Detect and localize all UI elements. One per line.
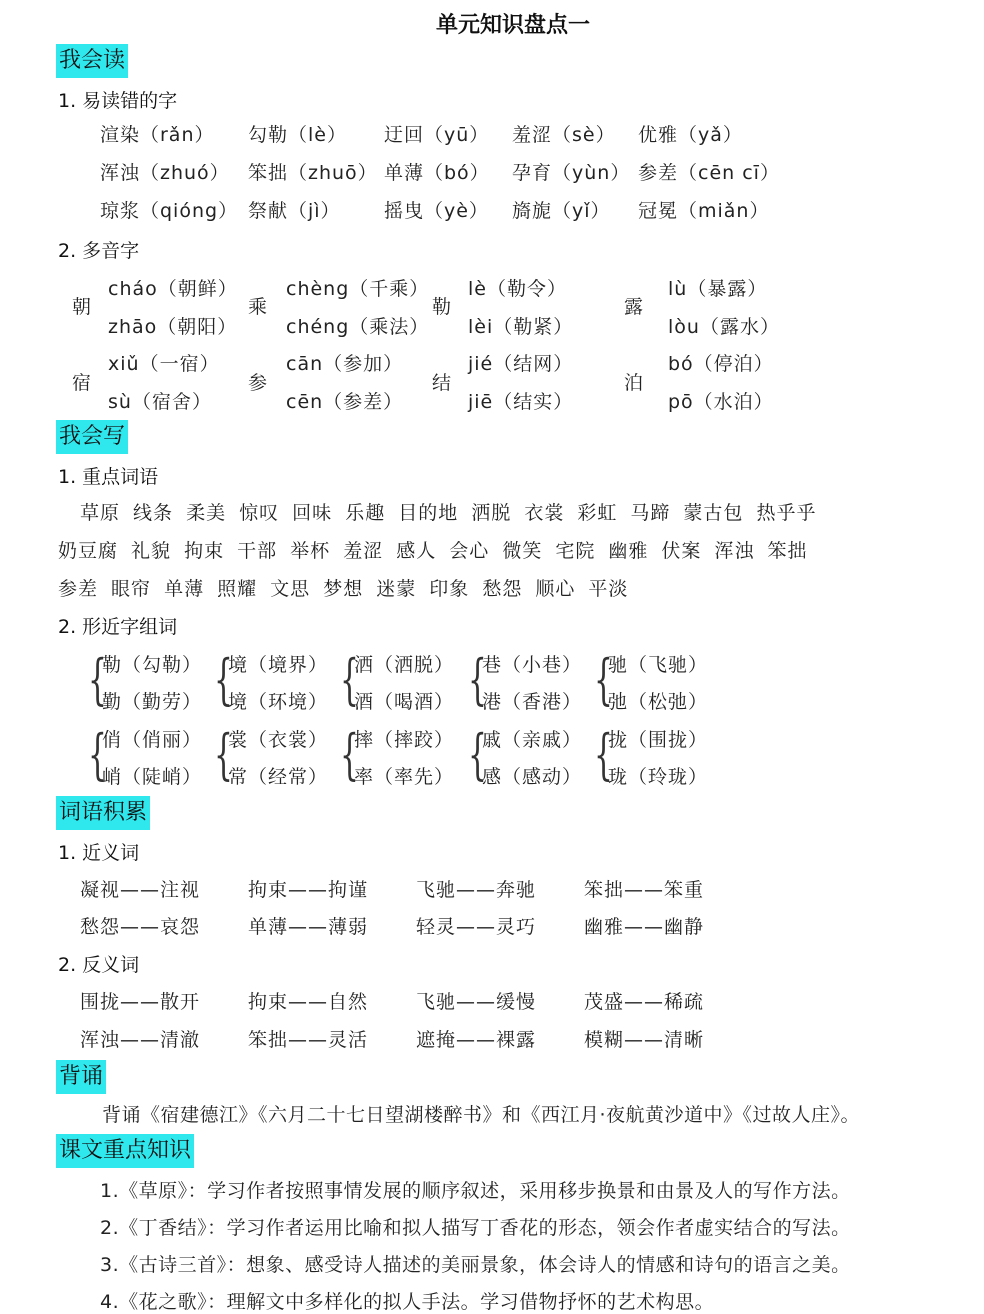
subheading-synonyms: 1. 近义词: [58, 842, 140, 864]
synonym-pair: 笨拙——笨重: [584, 879, 705, 901]
easy-word: 渲染（rǎn）: [100, 124, 215, 146]
easy-word: 摇曳（yè）: [384, 200, 489, 222]
easy-word: 笨拙（zhuō）: [248, 162, 378, 184]
poly-char: 结: [432, 372, 453, 394]
pair-word: 勒（勾勒）: [102, 654, 203, 676]
poly-reading: sù（宿舍）: [108, 391, 212, 413]
subheading-key-words: 1. 重点词语: [58, 466, 159, 488]
brace-icon: {: [214, 648, 233, 711]
subheading-polyphonic: 2. 多音字: [58, 240, 140, 262]
brace-icon: {: [214, 723, 233, 786]
section-heading-read: 我会读: [56, 44, 128, 78]
easy-word: 浑浊（zhuó）: [100, 162, 230, 184]
easy-word: 琼浆（qióng）: [100, 200, 239, 222]
easy-word: 单薄（bó）: [384, 162, 490, 184]
subheading-easy-misread: 1. 易读错的字: [58, 90, 178, 112]
easy-word: 勾勒（lè）: [248, 124, 347, 146]
poly-char: 露: [624, 296, 645, 318]
poly-reading: cháo（朝鲜）: [108, 278, 238, 300]
pair-word: 勤（勤劳）: [102, 691, 203, 713]
pair-word: 戚（亲戚）: [482, 729, 583, 751]
poly-reading: cēn（参差）: [286, 391, 404, 413]
brace-icon: {: [340, 723, 359, 786]
easy-word: 旖旎（yǐ）: [512, 200, 611, 222]
easy-word: 冠冕（miǎn）: [638, 200, 770, 222]
poly-reading: pō（水泊）: [668, 391, 774, 413]
poly-reading: jié（结网）: [468, 353, 574, 375]
pair-word: 洒（洒脱）: [354, 654, 455, 676]
synonym-pair: 愁怨——哀怨: [80, 916, 201, 938]
poly-reading: bó（停泊）: [668, 353, 774, 375]
pair-word: 境（环境）: [228, 691, 329, 713]
poly-reading: jiē（结实）: [468, 391, 574, 413]
pair-word: 率（率先）: [354, 766, 455, 788]
easy-word: 祭献（jì）: [248, 200, 341, 222]
poly-reading: cān（参加）: [286, 353, 404, 375]
pair-word: 拢（围拢）: [608, 729, 709, 751]
brace-icon: {: [88, 648, 107, 711]
poly-reading: chéng（乘法）: [286, 316, 430, 338]
pair-word: 弛（松弛）: [608, 691, 709, 713]
section-heading-write: 我会写: [56, 420, 128, 454]
key-knowledge-item: 2.《丁香结》：学习作者运用比喻和拟人描写丁香花的形态，领会作者虚实结合的写法。: [100, 1217, 851, 1239]
poly-char: 参: [248, 372, 269, 394]
key-knowledge-item: 3.《古诗三首》：想象、感受诗人描述的美丽景象，体会诗人的情感和诗句的语言之美。: [100, 1254, 851, 1276]
section-heading-words: 词语积累: [56, 796, 150, 830]
brace-icon: {: [340, 648, 359, 711]
easy-word: 参差（cēn cī）: [638, 162, 780, 184]
key-words-line: 参差 眼帘 单薄 照耀 文思 梦想 迷蒙 印象 愁怨 顺心 平淡: [58, 578, 629, 600]
section-heading-key-knowledge: 课文重点知识: [56, 1134, 194, 1168]
pair-word: 珑（玲珑）: [608, 766, 709, 788]
poly-reading: lè（勒令）: [468, 278, 567, 300]
key-words-line: 奶豆腐 礼貌 拘束 干部 举杯 羞涩 感人 会心 微笑 宅院 幽雅 伏案 浑浊 笨拙: [58, 540, 808, 562]
brace-icon: {: [468, 723, 487, 786]
subheading-antonyms: 2. 反义词: [58, 954, 140, 976]
antonym-pair: 浑浊——清澈: [80, 1029, 201, 1051]
antonym-pair: 飞驰——缓慢: [416, 991, 537, 1013]
poly-char: 宿: [72, 372, 93, 394]
poly-reading: chèng（千乘）: [286, 278, 430, 300]
pair-word: 俏（俏丽）: [102, 729, 203, 751]
antonym-pair: 笨拙——灵活: [248, 1029, 369, 1051]
antonym-pair: 茂盛——稀疏: [584, 991, 705, 1013]
subheading-similar-chars: 2. 形近字组词: [58, 616, 178, 638]
synonym-pair: 轻灵——灵巧: [416, 916, 537, 938]
key-knowledge-item: 1.《草原》：学习作者按照事情发展的顺序叙述，采用移步换景和由景及人的写作方法。: [100, 1180, 851, 1202]
pair-word: 常（经常）: [228, 766, 329, 788]
easy-word: 羞涩（sè）: [512, 124, 616, 146]
pair-word: 感（感动）: [482, 766, 583, 788]
antonym-pair: 拘束——自然: [248, 991, 369, 1013]
poly-char: 朝: [72, 296, 93, 318]
poly-char: 勒: [432, 296, 453, 318]
antonym-pair: 遮掩——裸露: [416, 1029, 537, 1051]
key-knowledge-item: 4.《花之歌》：理解文中多样化的拟人手法。学习借物抒怀的艺术构思。: [100, 1291, 715, 1313]
antonym-pair: 围拢——散开: [80, 991, 201, 1013]
brace-icon: {: [594, 723, 613, 786]
pair-word: 裳（衣裳）: [228, 729, 329, 751]
synonym-pair: 凝视——注视: [80, 879, 201, 901]
poly-char: 乘: [248, 296, 269, 318]
synonym-pair: 拘束——拘谨: [248, 879, 369, 901]
pair-word: 酒（喝酒）: [354, 691, 455, 713]
easy-word: 迂回（yū）: [384, 124, 490, 146]
brace-icon: {: [468, 648, 487, 711]
easy-word: 优雅（yǎ）: [638, 124, 743, 146]
synonym-pair: 幽雅——幽静: [584, 916, 705, 938]
poly-reading: lòu（露水）: [668, 316, 780, 338]
poly-reading: xiǔ（一宿）: [108, 353, 220, 375]
pair-word: 港（香港）: [482, 691, 583, 713]
poly-reading: lù（暴露）: [668, 278, 768, 300]
synonym-pair: 单薄——薄弱: [248, 916, 369, 938]
poly-reading: zhāo（朝阳）: [108, 316, 238, 338]
pair-word: 驰（飞驰）: [608, 654, 709, 676]
section-heading-recite: 背诵: [56, 1060, 106, 1094]
poly-char: 泊: [624, 372, 645, 394]
key-words-line: 草原 线条 柔美 惊叹 回味 乐趣 目的地 洒脱 衣裳 彩虹 马蹄 蒙古包 热乎乎: [80, 502, 817, 524]
pair-word: 摔（摔跤）: [354, 729, 455, 751]
antonym-pair: 模糊——清晰: [584, 1029, 705, 1051]
easy-word: 孕育（yùn）: [512, 162, 631, 184]
brace-icon: {: [88, 723, 107, 786]
poly-reading: lèi（勒紧）: [468, 316, 574, 338]
pair-word: 峭（陡峭）: [102, 766, 203, 788]
synonym-pair: 飞驰——奔驰: [416, 879, 537, 901]
pair-word: 境（境界）: [228, 654, 329, 676]
pair-word: 巷（小巷）: [482, 654, 583, 676]
brace-icon: {: [594, 648, 613, 711]
page-title: 单元知识盘点一: [436, 13, 591, 38]
recite-text: 背诵《宿建德江》《六月二十七日望湖楼醉书》和《西江月·夜航黄沙道中》《过故人庄》。: [102, 1104, 861, 1126]
